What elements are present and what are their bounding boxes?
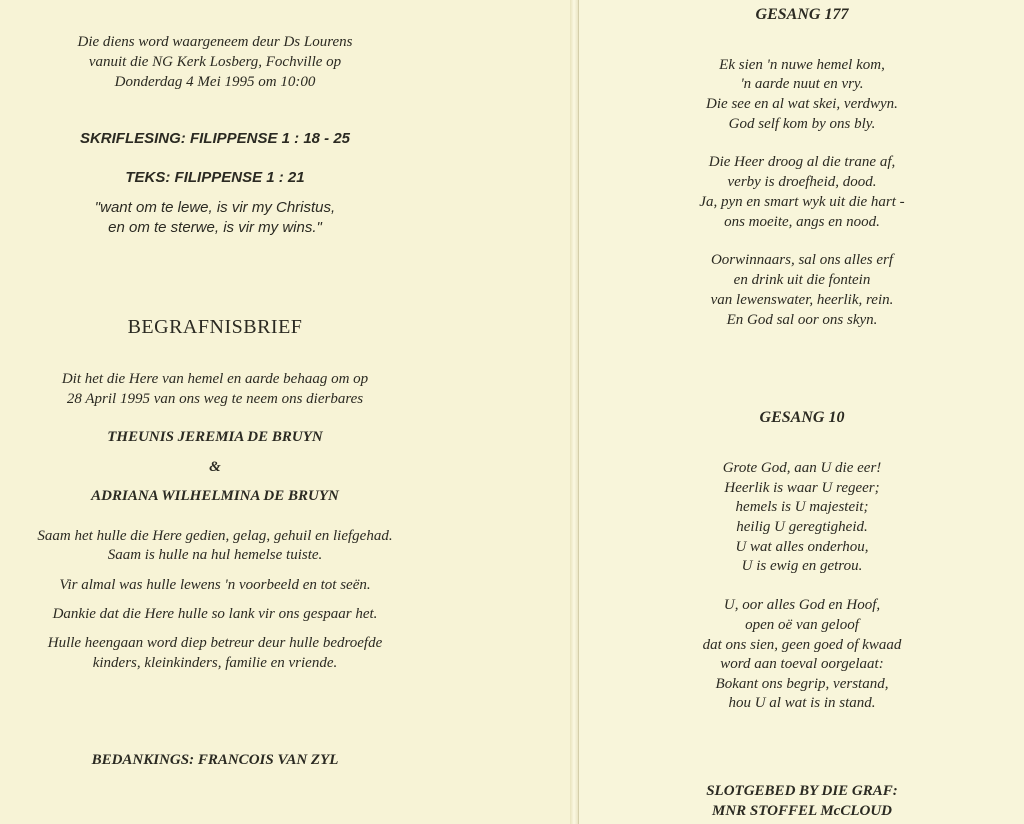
- hymn-line: Oorwinnaars, sal ons alles erf: [710, 252, 894, 268]
- sermon-text-reference: TEKS: FILIPPENSE 1 : 21: [125, 169, 305, 186]
- hymn-title: GESANG 10: [759, 409, 845, 426]
- acknowledgements: BEDANKINGS: FRANCOIS VAN ZYL: [91, 752, 339, 768]
- deceased-name-2: ADRIANA WILHELMINA DE BRUYN: [91, 488, 339, 504]
- paragraph-line: Dankie dat die Here hulle so lank vir ons gespaar het.: [52, 606, 378, 622]
- paragraph-line: Saam is hulle na hul hemelse tuiste.: [107, 547, 323, 563]
- paragraph-line: Vir almal was hulle lewens 'n voorbeeld en tot seën.: [59, 577, 371, 593]
- hymn-line: word aan toeval oorgelaat:: [720, 656, 884, 672]
- page-title: BEGRAFNISBRIEF: [127, 316, 303, 338]
- hymn-line: Die see en al wat skei, verdwyn.: [706, 96, 898, 112]
- ampersand: &: [209, 459, 221, 475]
- paragraph-line: Hulle heengaan word diep betreur deur hulle bedroefde: [47, 635, 383, 651]
- hymn-line: Die Heer droog al die trane af,: [708, 154, 896, 170]
- hymn-line: U, oor alles God en Hoof,: [723, 597, 881, 613]
- hymn-line: Bokant ons begrip, verstand,: [715, 676, 889, 692]
- scripture-reading: SKRIFLESING: FILIPPENSE 1 : 18 - 25: [79, 130, 351, 147]
- hymn-line: hou U al wat is in stand.: [728, 695, 876, 711]
- hymn-line: en drink uit die fontein: [733, 272, 871, 288]
- hymn-line: Heerlik is waar U regeer;: [724, 480, 880, 496]
- hymn-line: verby is droefheid, dood.: [727, 174, 877, 190]
- intro-line: 28 April 1995 van ons weg te neem ons dierbares: [66, 391, 364, 407]
- intro-line: Dit het die Here van hemel en aarde behaag om op: [61, 371, 369, 387]
- deceased-name-1: THEUNIS JEREMIA DE BRUYN: [107, 429, 323, 445]
- hymn-line: open oë van geloof: [745, 617, 859, 633]
- hymn-line: En God sal oor ons skyn.: [726, 312, 878, 328]
- hymn-line: ons moeite, angs en nood.: [724, 214, 880, 230]
- closing-prayer-line: MNR STOFFEL McCLOUD: [711, 803, 893, 819]
- service-info-line: Donderdag 4 Mei 1995 om 10:00: [114, 74, 316, 90]
- hymn-title: GESANG 177: [755, 6, 849, 23]
- hymn-line: van lewenswater, heerlik, rein.: [710, 292, 894, 308]
- right-page: [578, 0, 1024, 824]
- hymn-line: dat ons sien, geen goed of kwaad: [702, 637, 902, 653]
- hymn-line: hemels is U majesteit;: [735, 499, 869, 515]
- hymn-line: U is ewig en getrou.: [741, 558, 863, 574]
- quote-line: "want om te lewe, is vir my Christus,: [94, 199, 336, 216]
- hymn-line: God self kom by ons bly.: [728, 116, 876, 132]
- service-info-line: Die diens word waargeneem deur Ds Lourens: [77, 34, 353, 50]
- paragraph-line: kinders, kleinkinders, familie en vriende.: [92, 655, 338, 671]
- service-info-line: vanuit die NG Kerk Losberg, Fochville op: [88, 54, 342, 70]
- hymn-line: U wat alles onderhou,: [735, 539, 869, 555]
- hymn-line: Grote God, aan U die eer!: [722, 460, 882, 476]
- hymn-line: Ja, pyn en smart wyk uit die hart -: [699, 194, 905, 210]
- hymn-line: Ek sien 'n nuwe hemel kom,: [719, 57, 885, 73]
- quote-line: en om te sterwe, is vir my wins.": [108, 219, 322, 236]
- hymn-line: 'n aarde nuut en vry.: [740, 76, 864, 92]
- paragraph-line: Saam het hulle die Here gedien, gelag, gehuil en liefgehad.: [37, 528, 393, 544]
- hymn-line: heilig U geregtigheid.: [736, 519, 868, 535]
- closing-prayer-line: SLOTGEBED BY DIE GRAF:: [706, 783, 898, 799]
